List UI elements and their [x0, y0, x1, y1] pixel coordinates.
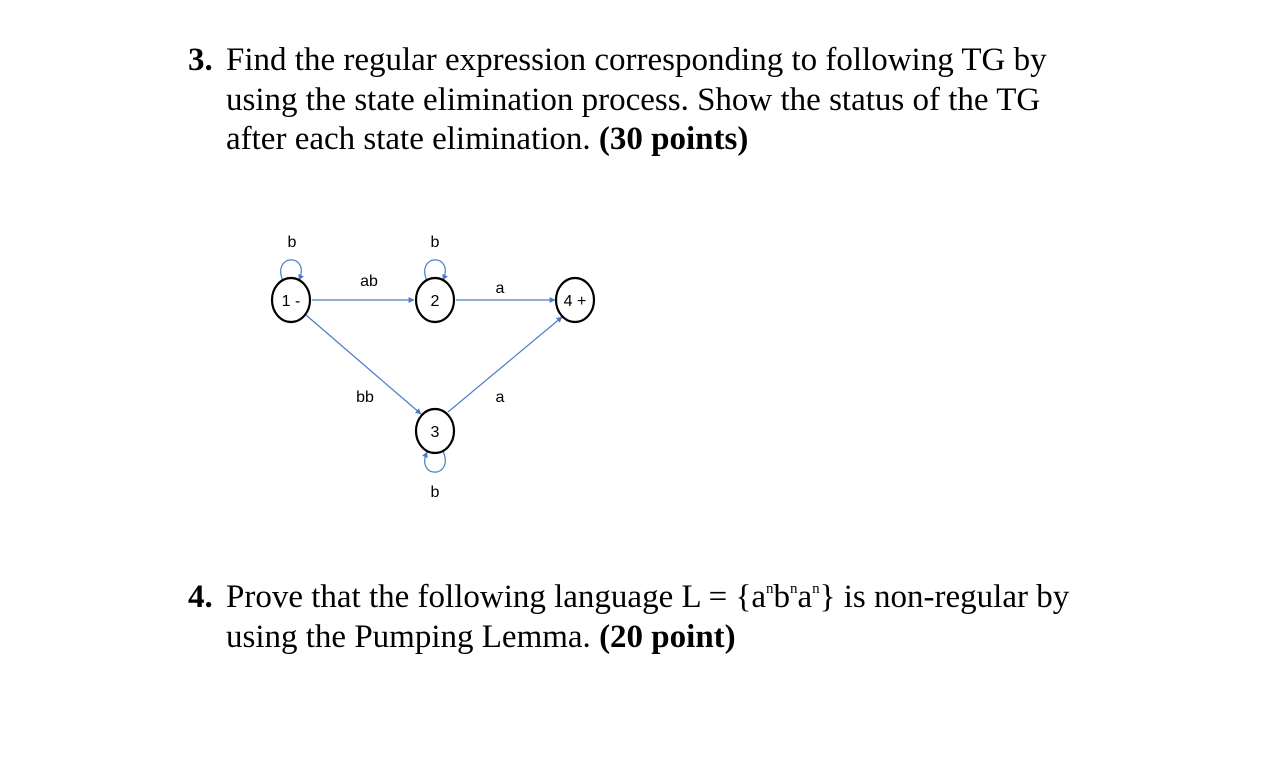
question-4-text-post: } is non-regular by: [819, 579, 1070, 615]
loop-state-3: [425, 451, 446, 472]
state-3: [416, 409, 454, 453]
question-4-line-1: [188, 578, 1178, 618]
question-3-number: 3.: [188, 42, 213, 78]
question-3-line-2: using the state elimination process. Show the status of the TG: [226, 81, 1041, 118]
question-4-a: a: [797, 579, 813, 615]
superscript-n-2: n: [790, 581, 798, 597]
label-loop-1: b: [287, 234, 297, 251]
question-4: [188, 578, 1178, 657]
question-4-points: (20 point): [599, 618, 736, 655]
question-4-number: 4.: [188, 579, 213, 615]
state-4: [556, 278, 594, 322]
label-edge-1-3: bb: [356, 389, 374, 406]
label-edge-3-4: a: [495, 389, 505, 406]
state-2: [416, 278, 454, 322]
superscript-n-3: n: [812, 581, 820, 597]
question-4-line-2: [188, 618, 1178, 658]
edge-3-to-4: [448, 317, 562, 412]
label-edge-2-4: a: [495, 280, 505, 297]
label-loop-3: b: [430, 484, 440, 501]
question-3-points: (30 points): [598, 121, 749, 157]
question-4-text-pre: Prove that the following language L = {a: [226, 579, 767, 615]
label-edge-1-2: ab: [360, 273, 378, 290]
state-4-label: 4 +: [563, 293, 587, 310]
label-loop-2: b: [430, 234, 440, 251]
state-2-label: 2: [430, 293, 440, 310]
question-3-text-1: Find the regular expression corresponding to following TG by: [226, 42, 1047, 78]
state-3-label: 3: [430, 424, 440, 441]
question-3-text-3: after each state elimination.: [226, 121, 591, 157]
superscript-n-1: n: [766, 581, 774, 597]
question-4-text-2: using the Pumping Lemma.: [226, 618, 591, 655]
state-1: [272, 278, 310, 322]
state-1-label: 1 -: [281, 293, 301, 310]
question-4-b: b: [773, 579, 791, 615]
